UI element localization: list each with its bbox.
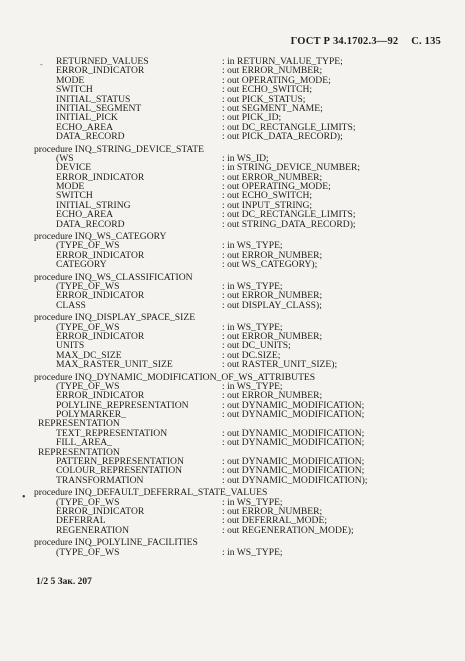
parameter-name: ERROR_INDICATOR (56, 249, 145, 261)
parameter-type: : out DYNAMIC_MODIFICATION; (222, 427, 365, 439)
parameter-name: CLASS (56, 299, 86, 311)
parameter-name: procedure INQ_WS_CLASSIFICATION (34, 271, 193, 283)
parameter-name: (WS (56, 152, 74, 164)
parameter-type: : out DYNAMIC_MODIFICATION; (222, 465, 365, 477)
parameter-name: SWITCH (56, 84, 93, 96)
parameter-name: REPRESENTATION (38, 418, 120, 430)
parameter-name: ERROR_INDICATOR (56, 390, 145, 402)
parameter-name: REPRESENTATION (38, 446, 120, 458)
procedure-block (34, 57, 454, 142)
parameter-type: : out DYNAMIC_MODIFICATION); (222, 474, 368, 486)
parameter-type: : in WS_TYPE; (222, 240, 283, 252)
parameter-type: : out ERROR_NUMBER; (222, 65, 323, 77)
parameter-type: : out ERROR_NUMBER; (222, 390, 323, 402)
parameter-name: (TYPE_OF_WS (56, 240, 120, 252)
parameter-type: : out ERROR_NUMBER; (222, 249, 323, 261)
parameter-name: PATTERN_REPRESENTATION (56, 456, 184, 468)
parameter-name: INITIAL_STRING (56, 199, 131, 211)
parameter-type: : out OPERATING_MODE; (222, 74, 331, 86)
page-footer: 1/2 5 Зак. 207 (36, 577, 92, 587)
parameter-type: : out ECHO_SWITCH; (222, 84, 313, 96)
parameter-line (34, 220, 454, 229)
parameter-name: ERROR_INDICATOR (56, 505, 145, 517)
parameter-type: : in RETURN_VALUE_TYPE; (222, 56, 343, 67)
parameter-name: SWITCH (56, 190, 93, 202)
parameter-name: INITIAL_SEGMENT (56, 102, 142, 114)
parameter-name: DATA_RECORD (56, 218, 125, 230)
procedure-block (34, 232, 454, 270)
parameter-name: POLYMARKER_ (56, 409, 126, 421)
parameter-type: : out ERROR_NUMBER; (222, 171, 323, 183)
parameter-type: : out DC_RECTANGLE_LIMITS; (222, 209, 356, 221)
parameter-type: : in WS_TYPE; (222, 496, 283, 508)
parameter-name: MODE (56, 74, 85, 86)
parameter-line (34, 360, 454, 369)
parameter-type: : out REGENERATION_MODE); (222, 524, 354, 536)
parameter-line (34, 132, 454, 141)
parameter-name: (TYPE_OF_WS (56, 496, 120, 508)
parameter-name: MAX_RASTER_UNIT_SIZE (56, 359, 173, 371)
procedure-block (34, 313, 454, 369)
parameter-name: COLOUR_REPRESENTATION (56, 465, 183, 477)
parameter-type: : out ERROR_NUMBER; (222, 505, 323, 517)
parameter-name: POLYLINE_REPRESENTATION (56, 399, 189, 411)
parameter-name: ERROR_INDICATOR (56, 290, 145, 302)
parameter-name: (TYPE_OF_WS (56, 280, 120, 292)
parameter-type: : in WS_TYPE; (222, 280, 283, 292)
procedure-block (34, 373, 454, 486)
scan-mark: • (22, 492, 26, 503)
parameter-name: DATA_RECORD (56, 131, 125, 143)
document-body (34, 57, 454, 557)
parameter-name: MODE (56, 181, 85, 193)
parameter-type: : in WS_TYPE; (222, 380, 283, 392)
parameter-name: procedure INQ_POLYLINE_FACILITIES (34, 537, 198, 549)
parameter-type: : out DC_RECTANGLE_LIMITS; (222, 121, 356, 133)
procedure-block (34, 488, 454, 535)
parameter-name: UNITS (56, 340, 85, 352)
parameter-line (34, 526, 454, 535)
parameter-type: : out DYNAMIC_MODIFICATION; (222, 399, 365, 411)
parameter-type: : out ERROR_NUMBER; (222, 290, 323, 302)
procedure-block (34, 273, 454, 311)
parameter-line (34, 548, 454, 557)
parameter-type: : out RASTER_UNIT_SIZE); (222, 359, 338, 371)
parameter-name: (TYPE_OF_WS (56, 380, 120, 392)
scan-mark: ‑ (40, 60, 43, 69)
parameter-type: : out PICK_DATA_RECORD); (222, 131, 343, 143)
parameter-name: procedure INQ_WS_CATEGORY (34, 231, 167, 243)
parameter-name: (TYPE_OF_WS (56, 546, 120, 558)
parameter-type: : out DC_UNITS; (222, 340, 291, 352)
parameter-name: DEVICE (56, 162, 92, 174)
parameter-type: : out STRING_DATA_RECORD); (222, 218, 356, 230)
parameter-name: INITIAL_PICK (56, 112, 118, 124)
parameter-type: : out ERROR_NUMBER; (222, 330, 323, 342)
procedure-block (34, 145, 454, 230)
parameter-type: : out INPUT_STRING; (222, 199, 313, 211)
parameter-name: procedure INQ_DEFAULT_DEFERRAL_STATE_VALUES (34, 487, 268, 499)
parameter-type: : out SEGMENT_NAME; (222, 102, 323, 114)
parameter-name: CATEGORY (56, 259, 107, 271)
parameter-name: procedure INQ_DISPLAY_SPACE_SIZE (34, 312, 196, 324)
parameter-type: : out PICK_ID; (222, 112, 282, 124)
parameter-line (34, 260, 454, 269)
parameter-name: ERROR_INDICATOR (56, 330, 145, 342)
parameter-type: : out DYNAMIC_MODIFICATION; (222, 437, 365, 449)
standard-number: ГОСТ Р 34.1702.3—92 (290, 36, 399, 47)
parameter-type: : in STRING_DEVICE_NUMBER; (222, 162, 361, 174)
parameter-type: : out ECHO_SWITCH; (222, 190, 313, 202)
parameter-name: procedure INQ_STRING_DEVICE_STATE (34, 143, 205, 155)
parameter-name: TEXT_REPRESENTATION (56, 427, 168, 439)
parameter-type: : out DYNAMIC_MODIFICATION; (222, 456, 365, 468)
parameter-line (34, 301, 454, 310)
parameter-name: REGENERATION (56, 524, 130, 536)
parameter-name: ECHO_AREA (56, 209, 114, 221)
parameter-type: : out DYNAMIC_MODIFICATION; (222, 409, 365, 421)
parameter-type: : in WS_ID; (222, 152, 269, 164)
procedure-block (34, 538, 454, 557)
parameter-name: procedure INQ_DYNAMIC_MODIFICATION_OF_WS_ATTRIBUTES (34, 371, 316, 383)
parameter-name: ECHO_AREA (56, 121, 114, 133)
parameter-type: : out DISPLAY_CLASS); (222, 299, 322, 311)
parameter-type: : in WS_TYPE; (222, 321, 283, 333)
parameter-type: : out PICK_STATUS; (222, 93, 306, 105)
parameter-line (34, 476, 454, 485)
parameter-name: TRANSFORMATION (56, 474, 144, 486)
parameter-name: FILL_AREA_ (56, 437, 112, 449)
parameter-type: : out OPERATING_MODE; (222, 181, 331, 193)
parameter-name: INITIAL_STATUS (56, 93, 131, 105)
page-number: С. 135 (411, 36, 441, 47)
parameter-name: (TYPE_OF_WS (56, 321, 120, 333)
parameter-type: : out DEFERRAL_MODE; (222, 515, 328, 527)
parameter-type: : out WS_CATEGORY); (222, 259, 318, 271)
parameter-name: DEFERRAL (56, 515, 106, 527)
parameter-type: : in WS_TYPE; (222, 546, 283, 558)
parameter-name: RETURNED_VALUES (56, 56, 149, 67)
parameter-name: ERROR_INDICATOR (56, 65, 145, 77)
parameter-type: : out DC.SIZE; (222, 349, 281, 361)
parameter-name: MAX_DC_SIZE (56, 349, 122, 361)
parameter-name: ERROR_INDICATOR (56, 171, 145, 183)
page-header (291, 36, 441, 47)
